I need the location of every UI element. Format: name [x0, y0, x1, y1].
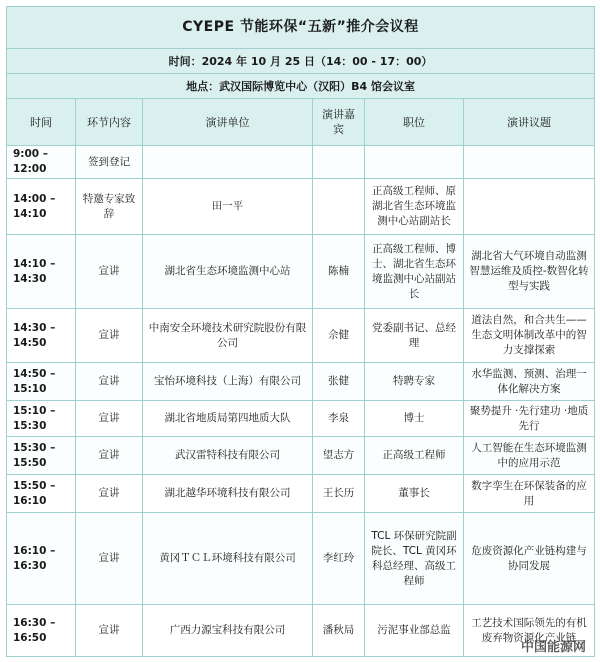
- table-cell-topic: 道法自然，和合共生——生态文明体制改革中的智力支撑探索: [464, 309, 595, 363]
- event-location: 地点：武汉国际博览中心（汉阳）B4 馆会议室: [7, 74, 595, 99]
- table-cell-position: 特聘专家: [365, 363, 464, 401]
- table-cell-topic: 聚势提升 ·先行建功 ·地质先行: [464, 401, 595, 437]
- table-cell-segment: 宣讲: [76, 605, 143, 657]
- table-cell-time: 14:10 – 14:30: [7, 235, 76, 309]
- table-row: [7, 401, 595, 437]
- table-cell-topic: 水华监测、预测、治理一体化解决方案: [464, 363, 595, 401]
- table-cell-segment: 宣讲: [76, 309, 143, 363]
- table-cell-segment: 宣讲: [76, 235, 143, 309]
- table-cell-time: 15:10 – 15:30: [7, 401, 76, 437]
- table-cell-org: 中南安全环境技术研究院股份有限公司: [143, 309, 313, 363]
- table-row: [7, 437, 595, 475]
- header-topic: 演讲议题: [464, 99, 595, 146]
- table-cell-org: 黄冈ＴＣＬ环境科技有限公司: [143, 513, 313, 605]
- table-cell-time: 14:30 – 14:50: [7, 309, 76, 363]
- table-cell-position: 党委副书记、总经理: [365, 309, 464, 363]
- agenda-table: [6, 6, 595, 657]
- table-cell-position: 正高级工程师、原湖北省生态环境监测中心站副站长: [365, 179, 464, 235]
- table-cell-position: [365, 146, 464, 179]
- table-cell-time: 15:30 – 15:50: [7, 437, 76, 475]
- header-speaker: 演讲嘉宾: [313, 99, 365, 146]
- table-cell-speaker: 佘健: [313, 309, 365, 363]
- table-cell-time: 9:00 – 12:00: [7, 146, 76, 179]
- table-row: [7, 146, 595, 179]
- table-row: [7, 513, 595, 605]
- table-cell-position: TCL 环保研究院副院长、TCL 黄冈环科总经理、高级工程师: [365, 513, 464, 605]
- table-cell-time: 16:30 – 16:50: [7, 605, 76, 657]
- table-cell-topic: 危废资源化产业链构建与协同发展: [464, 513, 595, 605]
- table-row: [7, 475, 595, 513]
- table-cell-position: 正高级工程师、博士、湖北省生态环境监测中心站副站长: [365, 235, 464, 309]
- table-row: [7, 605, 595, 657]
- table-cell-segment: 宣讲: [76, 363, 143, 401]
- watermark-logo: 中国能源网: [520, 640, 586, 655]
- table-cell-position: 正高级工程师: [365, 437, 464, 475]
- table-cell-speaker: 潘秋局: [313, 605, 365, 657]
- table-cell-org: 湖北省地质局第四地质大队: [143, 401, 313, 437]
- table-row: [7, 363, 595, 401]
- table-cell-speaker: [313, 179, 365, 235]
- header-org: 演讲单位: [143, 99, 313, 146]
- table-cell-org: 湖北越华环境科技有限公司: [143, 475, 313, 513]
- table-cell-speaker: 李红玲: [313, 513, 365, 605]
- header-time: 时间: [7, 99, 76, 146]
- table-cell-segment: 宣讲: [76, 437, 143, 475]
- table-cell-segment: 宣讲: [76, 513, 143, 605]
- table-cell-position: 博士: [365, 401, 464, 437]
- table-cell-time: 14:50 – 15:10: [7, 363, 76, 401]
- table-row: [7, 179, 595, 235]
- table-cell-org: 宝怡环境科技（上海）有限公司: [143, 363, 313, 401]
- table-cell-org: 广西力源宝科技有限公司: [143, 605, 313, 657]
- table-cell-org: 湖北省生态环境监测中心站: [143, 235, 313, 309]
- table-cell-segment: 宣讲: [76, 401, 143, 437]
- table-row: [7, 235, 595, 309]
- table-cell-topic: 湖北省大气环境自动监测智慧运维及质控-数智化转型与实践: [464, 235, 595, 309]
- event-time: 时间：2024 年 10 月 25 日（14：00 - 17：00）: [7, 49, 595, 74]
- table-cell-position: 污泥事业部总监: [365, 605, 464, 657]
- table-row: [7, 309, 595, 363]
- table-cell-segment: 签到登记: [76, 146, 143, 179]
- table-cell-time: 15:50 – 16:10: [7, 475, 76, 513]
- table-cell-speaker: 望志方: [313, 437, 365, 475]
- table-cell-speaker: 陈楠: [313, 235, 365, 309]
- agenda-sheet: [6, 6, 594, 657]
- table-cell-time: 14:00 – 14:10: [7, 179, 76, 235]
- table-cell-segment: 特邀专家致辞: [76, 179, 143, 235]
- table-cell-speaker: [313, 146, 365, 179]
- table-cell-org: [143, 146, 313, 179]
- table-cell-topic: 数字孪生在环保装备的应用: [464, 475, 595, 513]
- table-cell-position: 董事长: [365, 475, 464, 513]
- table-cell-time: 16:10 – 16:30: [7, 513, 76, 605]
- table-cell-topic: 人工智能在生态环境监测中的应用示范: [464, 437, 595, 475]
- table-cell-speaker: 王长历: [313, 475, 365, 513]
- table-cell-speaker: 张健: [313, 363, 365, 401]
- table-cell-segment: 宣讲: [76, 475, 143, 513]
- agenda-title: CYEPE 节能环保“五新”推介会议程: [7, 7, 595, 49]
- header-segment: 环节内容: [76, 99, 143, 146]
- table-cell-topic: [464, 179, 595, 235]
- header-row: [7, 99, 595, 146]
- table-cell-org: 武汉雷特科技有限公司: [143, 437, 313, 475]
- table-cell-topic: [464, 146, 595, 179]
- table-cell-topic: 工艺技术国际领先的有机废弃物资源化产业链: [464, 605, 595, 657]
- table-cell-org: 田一平: [143, 179, 313, 235]
- header-position: 职位: [365, 99, 464, 146]
- table-cell-speaker: 李泉: [313, 401, 365, 437]
